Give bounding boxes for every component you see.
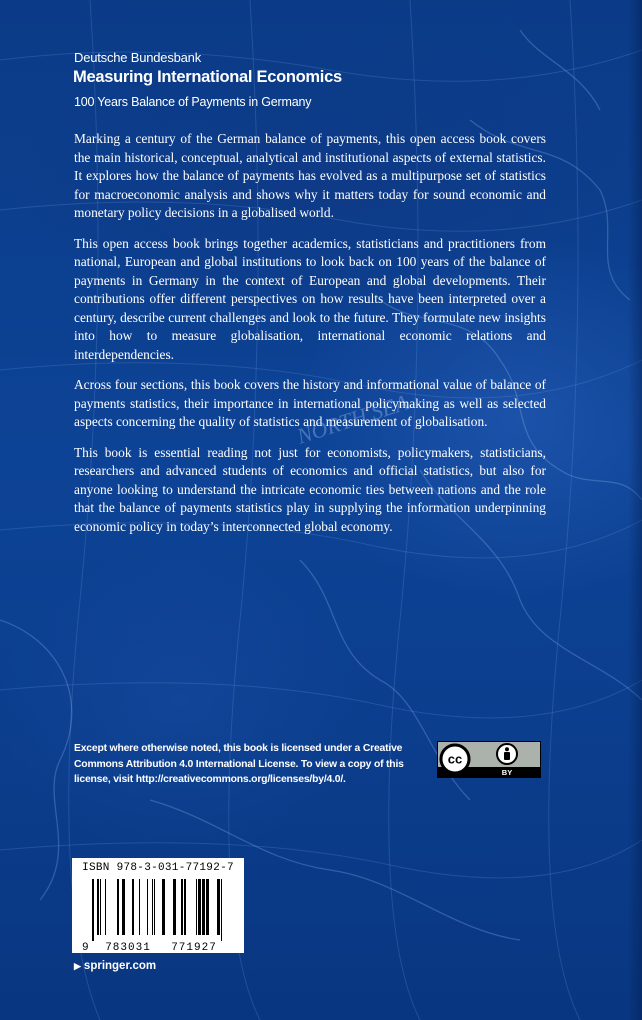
barcode-bar xyxy=(198,879,201,935)
barcode-digits-right: 771927 xyxy=(171,942,217,953)
barcode-bar xyxy=(221,879,222,941)
barcode-bar xyxy=(181,879,183,935)
barcode-bar xyxy=(92,879,94,941)
blurb-paragraph-2: This open access book brings together academics, statisticians and practitioners from national, European and global institutions to look back on 100 years of the balance of payments in Germany in the context of European and global developments. Their contributions offer different perspectives on how results have been interpreted over a century, describe current challenges and look to the future. They formulate new insights into how to measure globalisation, international economic relations and interdependencies. xyxy=(74,235,546,362)
spine-shadow xyxy=(628,0,642,1020)
barcode-bar xyxy=(217,879,220,935)
license-notice: Except where otherwise noted, this book is licensed under a Creative Commons Attribution 4.0 International License. To view a copy of this license, visit http://creativecommons.org/licenses/by/4.0/. xyxy=(74,743,404,785)
book-title: Measuring International Economics xyxy=(73,68,342,86)
barcode-bar xyxy=(184,879,186,935)
publisher-name: Deutsche Bundesbank xyxy=(74,50,202,65)
by-label: BY xyxy=(501,768,513,777)
barcode-digit-lead: 9 xyxy=(82,942,89,953)
barcode-bar xyxy=(196,879,197,935)
publisher-url: springer.com xyxy=(83,960,157,972)
barcode-bar xyxy=(206,879,209,935)
blurb-paragraph-1: Marking a century of the German balance of payments, this open access book covers the main historical, conceptual, analytical and institutional aspects of external statistics. It explores how the balance of payments has evolved as a multipurpose set of statistics for macroeconomic analysis and shows why it matters today for sound economic and monetary policy decisions in a globalised world. xyxy=(74,131,546,220)
barcode-bar xyxy=(105,879,106,935)
barcode-bar xyxy=(147,879,148,935)
barcode-bar xyxy=(117,879,119,935)
barcode-bar xyxy=(97,879,99,935)
isbn-barcode xyxy=(72,858,244,953)
isbn-text: ISBN 978-3-031-77192-7 xyxy=(82,862,234,874)
barcode-bar xyxy=(173,879,176,935)
barcode-bar xyxy=(162,879,165,935)
cc-icon-label: cc xyxy=(447,751,463,767)
barcode-bar xyxy=(152,879,153,935)
book-subtitle: 100 Years Balance of Payments in Germany xyxy=(74,95,312,109)
barcode-bars xyxy=(72,877,244,953)
barcode-bar xyxy=(100,879,101,935)
cc-by-badge[interactable] xyxy=(437,741,541,778)
barcode-bar xyxy=(154,879,155,935)
barcode-bar xyxy=(202,879,205,935)
blurb-text xyxy=(74,130,546,548)
barcode-bar xyxy=(132,879,134,935)
blurb-paragraph-3: Across four sections, this book covers the history and informational value of balance of payments statistics, their importance in international policymaking as well as selected aspects concerning the quality of statistics and measurement of globalisation. xyxy=(74,377,546,429)
barcode-bar xyxy=(139,879,140,935)
barcode-bar xyxy=(122,879,125,935)
blurb-paragraph-4: This book is essential reading not just for economists, policymakers, statisticians, researchers and advanced students of economics and official statistics, but also for anyone looking to understand the intricate economic ties between nations and the role that the balance of payments statistics play in supplying the information underpinning economic policy in today’s interconnected global economy. xyxy=(74,444,546,534)
arrow-right-icon: ▶ xyxy=(74,961,81,971)
map-label-north-sea: NORTH SEA xyxy=(293,389,412,449)
barcode-digits-left: 783031 xyxy=(105,942,151,953)
publisher-link[interactable] xyxy=(74,960,156,972)
